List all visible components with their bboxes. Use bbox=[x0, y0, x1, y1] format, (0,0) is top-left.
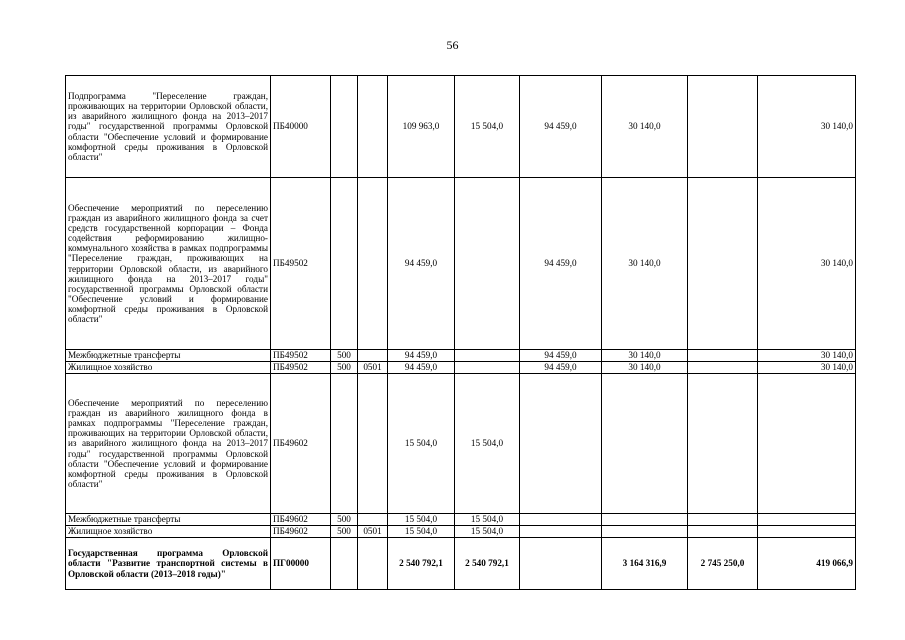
row-rz bbox=[358, 350, 388, 362]
row-value-2: 94 459,0 bbox=[520, 350, 602, 362]
row-code: ПБ49602 bbox=[271, 374, 331, 514]
row-value-5: 30 140,0 bbox=[758, 178, 856, 350]
row-value-1 bbox=[455, 350, 520, 362]
row-code: ПБ49602 bbox=[271, 514, 331, 526]
row-code: ПБ49502 bbox=[271, 350, 331, 362]
row-name: Подпрограмма "Переселение граждан, проживающих на территории Орловской области, из аварийного жилищного фонда на 2013–2017 годы" государственной программы Орловской области "Обеспечение условий и формирование комфортной среды проживания в Орловской области" bbox=[66, 76, 271, 178]
row-name: Межбюджетные трансферты bbox=[66, 514, 271, 526]
table-row bbox=[66, 178, 856, 350]
row-value-1: 15 504,0 bbox=[455, 514, 520, 526]
row-value-2 bbox=[520, 514, 602, 526]
budget-table bbox=[65, 75, 856, 590]
row-value-4 bbox=[688, 526, 758, 538]
row-value-1: 15 504,0 bbox=[455, 76, 520, 178]
row-vr: 500 bbox=[331, 514, 358, 526]
row-vr: 500 bbox=[331, 350, 358, 362]
row-total: 15 504,0 bbox=[388, 374, 455, 514]
row-code: ПБ49502 bbox=[271, 178, 331, 350]
row-value-3: 30 140,0 bbox=[602, 350, 688, 362]
row-value-5: 30 140,0 bbox=[758, 362, 856, 374]
row-value-2 bbox=[520, 374, 602, 514]
row-value-4 bbox=[688, 350, 758, 362]
row-value-1: 2 540 792,1 bbox=[455, 538, 520, 590]
row-total: 15 504,0 bbox=[388, 526, 455, 538]
row-vr bbox=[331, 374, 358, 514]
row-value-3 bbox=[602, 526, 688, 538]
table-row bbox=[66, 538, 856, 590]
row-total: 2 540 792,1 bbox=[388, 538, 455, 590]
table-row bbox=[66, 350, 856, 362]
row-total: 94 459,0 bbox=[388, 350, 455, 362]
row-name: Обеспечение мероприятий по переселению граждан из аварийного жилищного фонда в рамках подпрограммы "Переселение граждан, проживающих на территории Орловской области, из аварийного жилищного фонда на 2013–2017 годы" государственной программы Орловской области "Обеспечение условий и формирование комфортной среды проживания в Орловской области" bbox=[66, 374, 271, 514]
row-value-2: 94 459,0 bbox=[520, 76, 602, 178]
row-value-4: 2 745 250,0 bbox=[688, 538, 758, 590]
row-total: 15 504,0 bbox=[388, 514, 455, 526]
row-name: Межбюджетные трансферты bbox=[66, 350, 271, 362]
row-name: Государственная программа Орловской области "Развитие транспортной системы в Орловской области (2013–2018 годы)" bbox=[66, 538, 271, 590]
row-value-2: 94 459,0 bbox=[520, 178, 602, 350]
row-rz bbox=[358, 178, 388, 350]
row-value-3: 30 140,0 bbox=[602, 178, 688, 350]
row-rz bbox=[358, 538, 388, 590]
row-name: Жилищное хозяйство bbox=[66, 526, 271, 538]
row-value-4 bbox=[688, 362, 758, 374]
row-value-1: 15 504,0 bbox=[455, 374, 520, 514]
row-value-2 bbox=[520, 538, 602, 590]
table-row bbox=[66, 514, 856, 526]
row-value-2 bbox=[520, 526, 602, 538]
row-total: 109 963,0 bbox=[388, 76, 455, 178]
row-code: ПБ40000 bbox=[271, 76, 331, 178]
row-vr: 500 bbox=[331, 362, 358, 374]
row-vr bbox=[331, 76, 358, 178]
row-vr: 500 bbox=[331, 526, 358, 538]
row-rz bbox=[358, 76, 388, 178]
table-row bbox=[66, 362, 856, 374]
row-value-1 bbox=[455, 178, 520, 350]
row-value-5: 30 140,0 bbox=[758, 76, 856, 178]
row-code: ПГ00000 bbox=[271, 538, 331, 590]
row-code: ПБ49602 bbox=[271, 526, 331, 538]
table-row bbox=[66, 374, 856, 514]
row-value-3 bbox=[602, 514, 688, 526]
row-value-3: 30 140,0 bbox=[602, 76, 688, 178]
row-rz bbox=[358, 514, 388, 526]
row-value-5 bbox=[758, 526, 856, 538]
row-code: ПБ49502 bbox=[271, 362, 331, 374]
row-value-5: 30 140,0 bbox=[758, 350, 856, 362]
row-rz: 0501 bbox=[358, 362, 388, 374]
row-value-5: 419 066,9 bbox=[758, 538, 856, 590]
row-total: 94 459,0 bbox=[388, 178, 455, 350]
row-value-3: 30 140,0 bbox=[602, 362, 688, 374]
row-value-5 bbox=[758, 514, 856, 526]
row-value-4 bbox=[688, 178, 758, 350]
row-value-4 bbox=[688, 514, 758, 526]
row-value-3 bbox=[602, 374, 688, 514]
row-total: 94 459,0 bbox=[388, 362, 455, 374]
row-value-3: 3 164 316,9 bbox=[602, 538, 688, 590]
row-value-1 bbox=[455, 362, 520, 374]
row-vr bbox=[331, 178, 358, 350]
row-value-4 bbox=[688, 374, 758, 514]
row-name: Жилищное хозяйство bbox=[66, 362, 271, 374]
row-value-5 bbox=[758, 374, 856, 514]
row-rz bbox=[358, 374, 388, 514]
row-name: Обеспечение мероприятий по переселению граждан из аварийного жилищного фонда за счет средств государственной корпорации – Фонда содействия реформированию жилищно-коммунального хозяйства в рамках подпрограммы "Переселение граждан, проживающих на территории Орловской области, из аварийного жилищного фонда на 2013–2017 годы" государственной программы Орловской области "Обеспечение условий и формирование комфортной среды проживания в Орловской области" bbox=[66, 178, 271, 350]
row-rz: 0501 bbox=[358, 526, 388, 538]
row-vr bbox=[331, 538, 358, 590]
row-value-1: 15 504,0 bbox=[455, 526, 520, 538]
row-value-2: 94 459,0 bbox=[520, 362, 602, 374]
page-number: 56 bbox=[446, 38, 459, 52]
table-row bbox=[66, 76, 856, 178]
row-value-4 bbox=[688, 76, 758, 178]
table-row bbox=[66, 526, 856, 538]
